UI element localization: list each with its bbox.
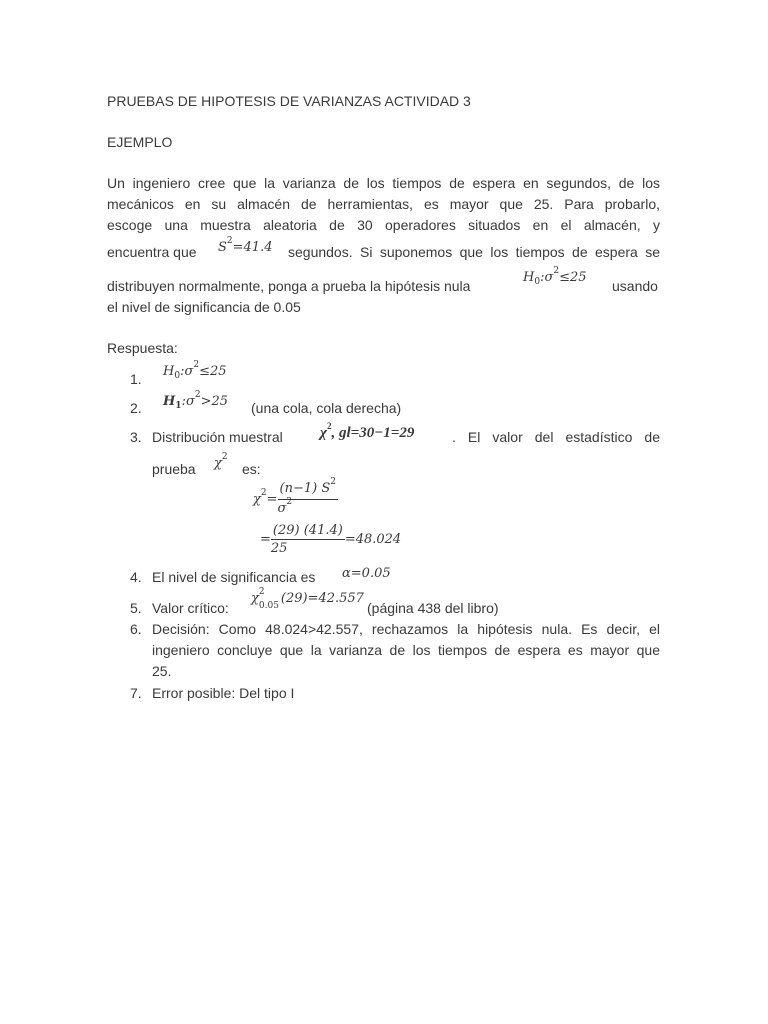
problem-line-4-start: encuentra que: [107, 244, 197, 260]
problem-line-2: mecánicos en su almacén de herramientas, es mayor que 25. Para probarlo,: [107, 196, 660, 212]
item-2-alt-hypothesis: $H_1:\sigma^2>25$: [163, 390, 228, 411]
item-3-chi-square-dist: $\chi^2$, gl=30−1=29: [320, 421, 415, 441]
item-4-alpha: α=0.05: [342, 566, 391, 581]
item-5-note: (página 438 del libro): [367, 600, 499, 616]
item-6-line-3: 25.: [152, 663, 172, 679]
item-6-line-1: Decisión: Como 48.024>42.557, rechazamos la hipótesis nula. Es decir, el: [152, 621, 660, 637]
item-3-chi-symbol: $\chi^2$: [214, 452, 228, 471]
item-3-text-end: . El valor del estadístico de: [452, 429, 660, 445]
list-number-5: 5.: [130, 600, 142, 616]
problem-line-5-end: usando: [612, 278, 658, 294]
answer-heading: Respuesta:: [107, 340, 178, 356]
item-6-line-2: ingeniero concluye que la varianza de los tiempos de espera es mayor que: [152, 642, 660, 658]
problem-line-5-start: distribuyen normalmente, ponga a prueba la hipótesis nula: [107, 278, 471, 294]
item-2-note: (una cola, cola derecha): [251, 400, 402, 416]
problem-line-1: Un ingeniero cree que la varianza de los tiempos de espera en segundos, de los: [107, 175, 660, 191]
list-number-1: 1.: [130, 371, 142, 387]
item-3-text-start: Distribución muestral: [152, 429, 283, 445]
item-3-es: es:: [242, 461, 261, 477]
list-number-7: 7.: [130, 685, 142, 701]
problem-line-6: el nivel de significancia de 0.05: [107, 299, 301, 315]
item-3-prueba: prueba: [152, 461, 196, 477]
item-4-text: El nivel de significancia es: [152, 569, 316, 585]
null-hypothesis-formula: $H_0:\sigma^2\le 25$: [523, 266, 587, 287]
list-number-3: 3.: [130, 429, 142, 445]
list-number-6: 6.: [130, 621, 142, 637]
item-5-critical-value: χ 2 0.05 (29)=42.557: [251, 587, 364, 611]
item-1-null-hypothesis: $H_0:\sigma^2\le 25$: [163, 360, 227, 381]
page-title: PRUEBAS DE HIPOTESIS DE VARIANZAS ACTIVIDAD 3: [107, 93, 471, 109]
item-7-text: Error posible: Del tipo I: [152, 685, 295, 701]
list-number-2: 2.: [130, 400, 142, 416]
sample-variance-formula: $S^2=41.4$: [218, 236, 273, 255]
list-number-4: 4.: [130, 569, 142, 585]
chi-square-formula: $\chi^2=$ $\frac{(n-1) S^2}{\sigma^2}$: [253, 477, 336, 516]
chi-square-computation: = $\frac{(29) (41.4)}{25}$ =48.024: [260, 523, 402, 556]
item-5-text: Valor crítico:: [152, 600, 229, 616]
problem-line-3: escoge una muestra aleatoria de 30 operadores situados en el almacén, y: [107, 217, 660, 233]
problem-line-4-end: segundos. Si suponemos que los tiempos de espera se: [288, 244, 660, 260]
section-heading-ejemplo: EJEMPLO: [107, 134, 173, 150]
